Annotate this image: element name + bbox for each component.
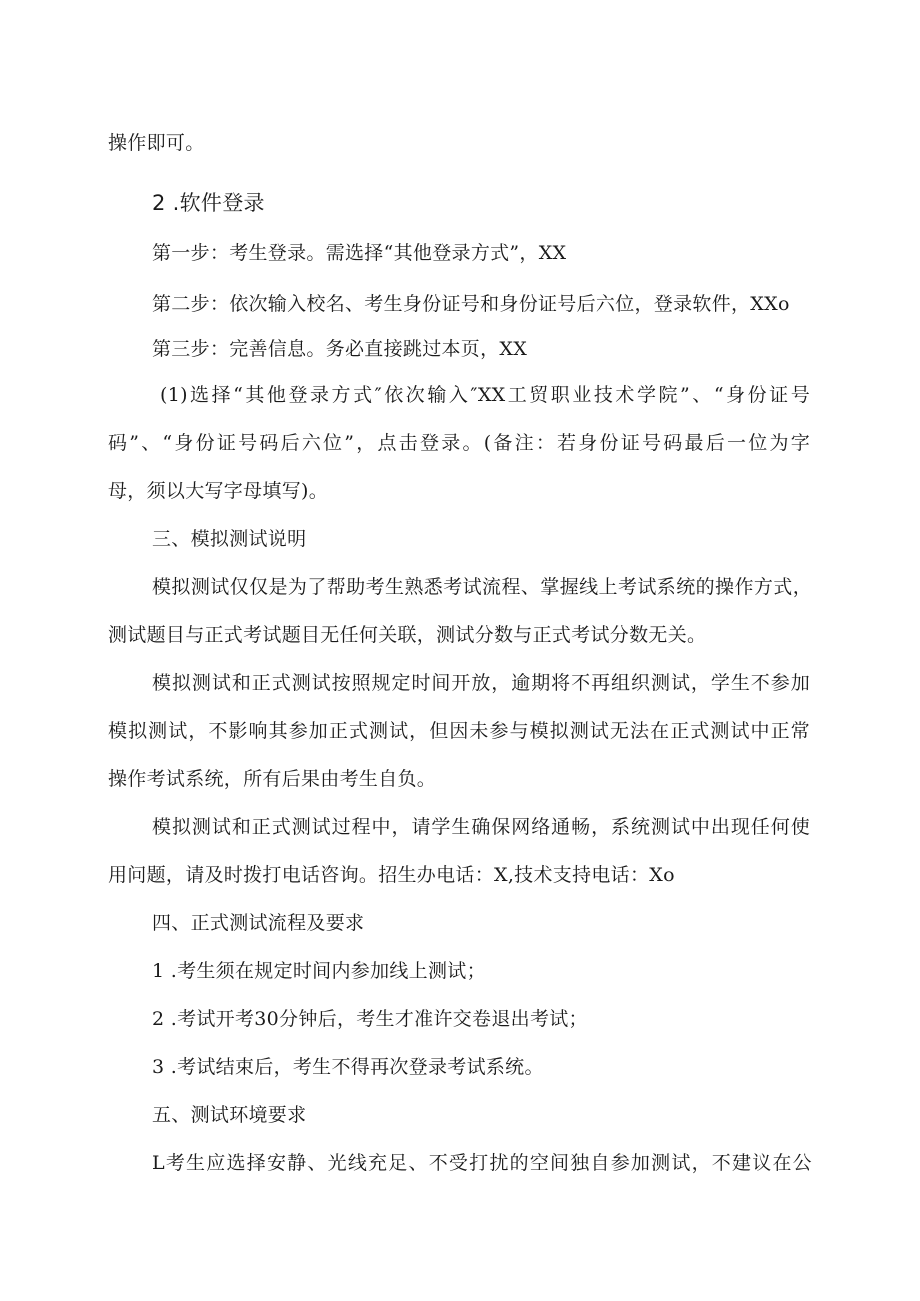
step-two-line: 第二步：依次输入校名、考生身份证号和身份证号后六位，登录软件，XXo: [152, 293, 790, 315]
formal-test-rule-2: 2 .考试开考30分钟后，考生才准许交卷退出考试；: [152, 1008, 588, 1030]
mock-test-para1-line2: 测试题目与正式考试题目无任何关联，测试分数与正式考试分数无关。: [108, 624, 707, 646]
text-line-continuation: 操作即可。: [108, 132, 205, 154]
mock-test-para2-line1: 模拟测试和正式测试按照规定时间开放，逾期将不再组织测试，学生不参加: [152, 672, 810, 694]
section-heading-environment: 五、测试环境要求: [152, 1104, 307, 1126]
formal-test-rule-3: 3 .考试结束后，考生不得再次登录考试系统。: [152, 1056, 544, 1078]
step-one-line: 第一步：考生登录。需选择“其他登录方式”，XX: [152, 242, 567, 264]
section-heading-formal-test: 四、正式测试流程及要求: [152, 912, 365, 934]
mock-test-para1-line1: 模拟测试仅仅是为了帮助考生熟悉考试流程、掌握线上考试系统的操作方式，: [152, 576, 812, 598]
mock-test-para2-line3: 操作考试系统，所有后果由考生自负。: [108, 768, 437, 790]
login-instruction-line-2: 码”、“身份证号码后六位”，点击登录。(备注：若身份证号码最后一位为字: [108, 432, 810, 454]
mock-test-para3-line1: 模拟测试和正式测试过程中，请学生确保网络通畅，系统测试中出现任何使: [152, 816, 810, 838]
environment-rule-1: L考生应选择安静、光线充足、不受打扰的空间独自参加测试，不建议在公: [152, 1152, 812, 1174]
login-instruction-line-3: 母，须以大写字母填写)。: [108, 480, 329, 502]
step-three-line: 第三步：完善信息。务必直接跳过本页，XX: [152, 338, 528, 360]
mock-test-para2-line2: 模拟测试，不影响其参加正式测试，但因未参与模拟测试无法在正式测试中正常: [108, 720, 810, 742]
section-heading-software-login: 2 .软件登录: [152, 191, 265, 215]
section-heading-mock-test: 三、模拟测试说明: [152, 528, 307, 550]
mock-test-para3-line2: 用问题，请及时拨打电话咨询。招生办电话：X,技术支持电话：Xo: [108, 864, 675, 886]
login-instruction-line-1: (1)选择“其他登录方式″依次输入″XX工贸职业技术学院”、“身份证号: [160, 384, 810, 406]
formal-test-rule-1: 1 .考生须在规定时间内参加线上测试；: [152, 960, 486, 982]
